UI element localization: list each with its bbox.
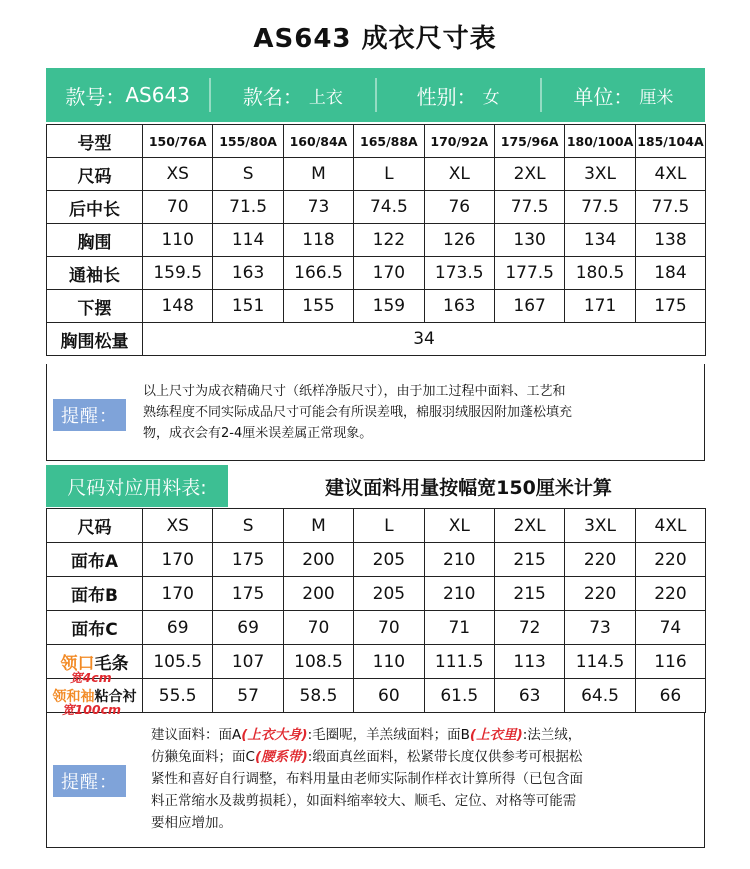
text: 仿獭兔面料；面C — [151, 749, 255, 765]
reminder-box-2 — [46, 713, 705, 848]
cell: 73 — [565, 611, 635, 645]
cell: 70 — [143, 191, 213, 224]
size-code: 150/76A — [143, 125, 213, 158]
style-no-value: AS643 — [125, 83, 190, 107]
cell: 155 — [283, 290, 353, 323]
reminder-line: 要相应增加。 — [151, 815, 232, 831]
gender — [377, 78, 542, 112]
cell: 76 — [424, 191, 494, 224]
cell: 170 — [143, 577, 213, 611]
interlining-width-note: 宽100cm — [62, 702, 122, 717]
size-code: 180/100A — [565, 125, 635, 158]
style-name-value: 上衣 — [308, 87, 343, 108]
unit-value: 厘米 — [639, 87, 674, 108]
cell: 151 — [213, 290, 283, 323]
highlight: (腰系带) — [254, 749, 308, 765]
cell: 63 — [494, 679, 564, 713]
cell: 77.5 — [635, 191, 705, 224]
cell: 180.5 — [565, 257, 635, 290]
cell: 173.5 — [424, 257, 494, 290]
fabric-section-subtitle: 建议面料用量按幅宽150厘米计算 — [325, 476, 612, 499]
header-label: 尺码 — [47, 509, 143, 543]
cell: 134 — [565, 224, 635, 257]
cell: 171 — [565, 290, 635, 323]
interlining-label: 粘合衬 — [94, 688, 137, 705]
size-label: XS — [143, 509, 213, 543]
row-label: 面布A — [47, 543, 143, 577]
cell: 70 — [283, 611, 353, 645]
cell: 200 — [283, 577, 353, 611]
cell: 175 — [213, 543, 283, 577]
cell: 111.5 — [424, 645, 494, 679]
cell: 69 — [143, 611, 213, 645]
row-label: 后中长 — [47, 191, 143, 224]
fabric-table — [46, 508, 706, 713]
cell: 163 — [213, 257, 283, 290]
unit — [542, 78, 705, 112]
text: 建议面料：面A — [151, 727, 242, 743]
cell: 77.5 — [494, 191, 564, 224]
size-code: 165/88A — [354, 125, 424, 158]
table-row — [47, 158, 706, 191]
style-no-label: 款号： — [65, 84, 126, 109]
cell: XS — [143, 158, 213, 191]
cell: 122 — [354, 224, 424, 257]
cell: 3XL — [565, 158, 635, 191]
table-row — [47, 543, 706, 577]
size-label: L — [354, 509, 424, 543]
cell: 177.5 — [494, 257, 564, 290]
row-label: 下摆 — [47, 290, 143, 323]
ease-row — [47, 323, 706, 356]
collar-sleeve-label: 领和袖 — [52, 688, 95, 705]
cell: 110 — [354, 645, 424, 679]
size-label: 2XL — [494, 509, 564, 543]
collar-label: 领口 — [60, 654, 95, 674]
size-label: XL — [424, 509, 494, 543]
reminder-line: 熟练程度不同实际成品尺寸可能会有所误差哦，棉服羽绒服因附加蓬松填充 — [143, 405, 573, 420]
size-code: 160/84A — [283, 125, 353, 158]
row-label: 通袖长 — [47, 257, 143, 290]
reminder-tag: 提醒： — [53, 399, 126, 431]
highlight: (上衣里) — [469, 727, 523, 743]
reminder-line: 以上尺寸为成衣精确尺寸（纸样净版尺寸），由于加工过程中面料、工艺和 — [143, 384, 566, 399]
gender-label: 性别： — [416, 84, 477, 109]
reminder-tag: 提醒： — [53, 765, 126, 797]
cell: 210 — [424, 577, 494, 611]
cell: 73 — [283, 191, 353, 224]
header-label: 号型 — [47, 125, 143, 158]
cell: 55.5 — [143, 679, 213, 713]
cell: 4XL — [635, 158, 705, 191]
size-code: 155/80A — [213, 125, 283, 158]
row-label: 尺码 — [47, 158, 143, 191]
size-label: 3XL — [565, 509, 635, 543]
cell: 184 — [635, 257, 705, 290]
text: :缎面真丝面料，松紧带长度仅供参考可根据松 — [307, 749, 583, 765]
table-header-row — [47, 509, 706, 543]
cell: 71 — [424, 611, 494, 645]
table-row — [47, 224, 706, 257]
cell: 105.5 — [143, 645, 213, 679]
cell: 200 — [283, 543, 353, 577]
cell: 215 — [494, 577, 564, 611]
reminder-line: 紧性和喜好自行调整，布料用量由老师实际制作样衣计算所得（已包含面 — [151, 771, 583, 787]
cell: 107 — [213, 645, 283, 679]
size-label: 4XL — [635, 509, 705, 543]
strip-width-note: 宽4cm — [70, 670, 112, 685]
cell: 210 — [424, 543, 494, 577]
cell: 74 — [635, 611, 705, 645]
cell: 170 — [143, 543, 213, 577]
cell: 108.5 — [283, 645, 353, 679]
cell: 220 — [635, 543, 705, 577]
interlining-row — [47, 679, 706, 713]
reminder-line — [151, 747, 582, 767]
cell: 205 — [354, 543, 424, 577]
text: :法兰绒， — [522, 727, 582, 743]
reminder-box-1 — [46, 364, 705, 461]
ease-value: 34 — [143, 323, 706, 356]
reminder-line: 料正常缩水及裁剪损耗），如面料缩率较大、顺毛、定位、对格等可能需 — [151, 793, 577, 809]
cell: 148 — [143, 290, 213, 323]
page-title: AS643 成衣尺寸表 — [253, 24, 497, 54]
info-bar — [46, 68, 705, 122]
size-table — [46, 124, 706, 356]
cell: 114 — [213, 224, 283, 257]
cell: 113 — [494, 645, 564, 679]
style-no — [46, 78, 211, 112]
cell: 175 — [635, 290, 705, 323]
style-name — [211, 78, 376, 112]
cell: 220 — [565, 543, 635, 577]
table-row — [47, 257, 706, 290]
collar-row — [47, 645, 706, 679]
cell: 159 — [354, 290, 424, 323]
row-label: 面布C — [47, 611, 143, 645]
cell: 163 — [424, 290, 494, 323]
unit-label: 单位： — [573, 84, 634, 109]
cell: XL — [424, 158, 494, 191]
ease-label: 胸围松量 — [47, 323, 143, 356]
cell: 72 — [494, 611, 564, 645]
cell: 110 — [143, 224, 213, 257]
table-row — [47, 577, 706, 611]
cell: 118 — [283, 224, 353, 257]
cell: 175 — [213, 577, 283, 611]
size-code: 170/92A — [424, 125, 494, 158]
cell: 220 — [565, 577, 635, 611]
cell: 69 — [213, 611, 283, 645]
cell: 57 — [213, 679, 283, 713]
row-label: 面布B — [47, 577, 143, 611]
cell: 170 — [354, 257, 424, 290]
cell: 77.5 — [565, 191, 635, 224]
gender-value: 女 — [482, 87, 500, 108]
cell: 61.5 — [424, 679, 494, 713]
cell: 66 — [635, 679, 705, 713]
table-row — [47, 611, 706, 645]
cell: 166.5 — [283, 257, 353, 290]
cell: 70 — [354, 611, 424, 645]
cell: 130 — [494, 224, 564, 257]
table-header-row — [47, 125, 706, 158]
size-label: M — [283, 509, 353, 543]
fabric-section-title: 尺码对应用料表: — [46, 465, 228, 507]
table-row — [47, 191, 706, 224]
cell: M — [283, 158, 353, 191]
cell: L — [354, 158, 424, 191]
cell: 159.5 — [143, 257, 213, 290]
highlight: (上衣大身) — [241, 727, 308, 743]
cell: S — [213, 158, 283, 191]
row-label: 胸围 — [47, 224, 143, 257]
cell: 116 — [635, 645, 705, 679]
style-name-label: 款名： — [242, 84, 303, 109]
cell: 64.5 — [565, 679, 635, 713]
cell: 71.5 — [213, 191, 283, 224]
cell: 138 — [635, 224, 705, 257]
cell: 220 — [635, 577, 705, 611]
cell: 205 — [354, 577, 424, 611]
size-code: 185/104A — [635, 125, 705, 158]
cell: 58.5 — [283, 679, 353, 713]
cell: 126 — [424, 224, 494, 257]
cell: 215 — [494, 543, 564, 577]
cell: 60 — [354, 679, 424, 713]
reminder-line — [151, 725, 581, 745]
cell: 114.5 — [565, 645, 635, 679]
cell: 2XL — [494, 158, 564, 191]
size-code: 175/96A — [494, 125, 564, 158]
cell: 74.5 — [354, 191, 424, 224]
size-label: S — [213, 509, 283, 543]
reminder-line: 物，成衣会有2-4厘米误差属正常现象。 — [143, 426, 373, 441]
strip-label: 毛条 — [94, 654, 129, 674]
text: :毛圈呢，羊羔绒面料；面B — [307, 727, 470, 743]
table-row — [47, 290, 706, 323]
cell: 167 — [494, 290, 564, 323]
